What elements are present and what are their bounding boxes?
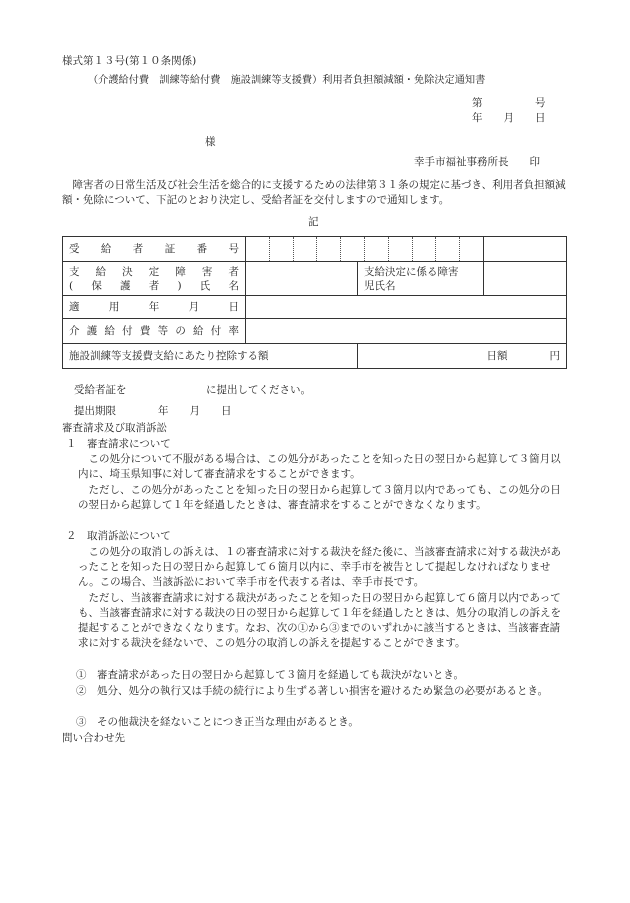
benefit-rate-label: 介護給付費等の給付率 (63, 319, 246, 344)
child-name-label: 支給決定に係る障害 児氏名 (358, 262, 484, 296)
submission-deadline: 提出期限 年 月 日 (74, 405, 232, 417)
exception-item-2: ② 処分、処分の執行又は手続の続行により生ずる著しい損害を避けるため緊急の必要があるとき。 (76, 685, 549, 697)
contact-label: 問い合わせ先 (62, 732, 125, 744)
effective-date-label: 適用年月日 (63, 296, 246, 319)
decision-table (62, 236, 567, 369)
deduction-amount-label: 施設訓練等支援費支給にあたり控除する額 (63, 344, 358, 369)
deduction-amount-value: 日額 円 (358, 344, 567, 369)
submit-suffix: に提出してください。 (206, 384, 311, 396)
row-recipient-name (63, 262, 567, 296)
appeal-section-2-title: ２ 取消訴訟について (66, 530, 171, 542)
row-effective-date (63, 296, 567, 319)
child-name-value (484, 262, 567, 296)
row-deduction-amount (63, 344, 567, 369)
recipient-name-value (246, 262, 358, 296)
recipient-suffix: 様 (205, 136, 216, 148)
appeal-section-2-paragraph-1: この処分の取消しの訴えは、１の審査請求に対する裁決を経た後に、当該審査請求に対する裁決があったことを知った日の翌日から起算して６箇月以内に、幸手市を被告として提起しなければなりません。この場合、当該訴訟において幸手市を代表する者は、幸手市長です。 (78, 546, 561, 588)
document-title: （介護給付費 訓練等給付費 施設訓練等支援費）利用者負担額減額・免除決定通知書 (88, 75, 486, 86)
submit-prefix: 受給者証を (74, 384, 127, 396)
appeal-heading: 審査請求及び取消訴訟 (62, 422, 167, 434)
recipient-name-label: 支給決定障害者 (保護者)氏名 (63, 262, 246, 296)
issue-date: 年 月 日 (472, 112, 546, 124)
row-benefit-rate (63, 319, 567, 344)
certificate-number-extra (484, 237, 567, 262)
form-number: 様式第１３号(第１０条関係) (62, 55, 197, 67)
certificate-number-boxes (246, 237, 484, 262)
appeal-section-1-title: １ 審査請求について (66, 438, 171, 450)
certificate-number-label: 受給者証番号 (63, 237, 246, 262)
row-certificate-number (63, 237, 567, 262)
exception-item-3: ③ その他裁決を経ないことにつき正当な理由があるとき。 (76, 716, 359, 728)
exception-item-1: ① 審査請求があった日の翌日から起算して３箇月を経過しても裁決がないとき。 (76, 669, 464, 681)
ki-label: 記 (308, 216, 319, 228)
appeal-section-1-paragraph-2: ただし、この処分があったことを知った日の翌日から起算して３箇月以内であっても、この処分の日の翌日から起算して１年を経過したときは、審査請求をすることができなくなります。 (78, 484, 561, 511)
appeal-section-2-paragraph-2: ただし、当該審査請求に対する裁決があったことを知った日の翌日から起算して６箇月以内であっても、当該審査請求に対する裁決の日の翌日から起算して１年を経過したときは、処分の取消しの訴えを提起することができなくなります。なお、次の①から③までのいずれかに該当するときは、当該審査請求に対する裁決を経ないで、この処分の取消しの訴えを提起することができます。 (78, 592, 561, 649)
issuer-name: 幸手市福祉事務所長 印 (414, 156, 540, 168)
effective-date-value (246, 296, 567, 319)
document-number: 第 号 (472, 97, 546, 109)
appeal-section-1-paragraph-1: この処分について不服がある場合は、この処分があったことを知った日の翌日から起算して３箇月以内に、埼玉県知事に対して審査請求をすることができます。 (78, 453, 561, 480)
intro-paragraph: 障害者の日常生活及び社会生活を総合的に支援するための法律第３１条の規定に基づき、利用者負担額減額・免除について、下記のとおり決定し、受給者証を交付しますので通知します。 (62, 179, 566, 206)
benefit-rate-value (246, 319, 567, 344)
